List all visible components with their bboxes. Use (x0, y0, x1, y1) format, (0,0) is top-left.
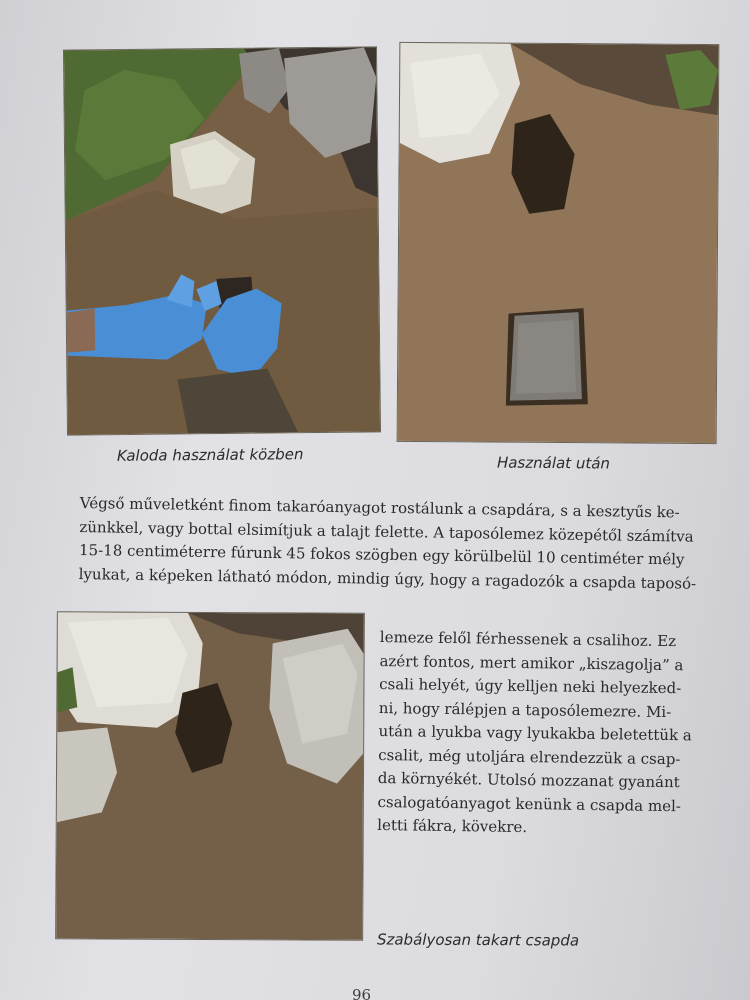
caption-photo-1: Kaloda használat közben (116, 445, 304, 465)
photo-1-image (64, 47, 380, 434)
paragraph-line: után a lyukba vagy lyukakba beletettük a (378, 721, 692, 745)
photo-covered-trap (55, 611, 365, 941)
paragraph-right (377, 626, 710, 842)
paragraph-line: azért fontos, mert amikor „kiszagolja” a (379, 651, 684, 674)
paragraph-line: Végső műveletként finom takaróanyagot rostálunk a csapdára, s a kesztyűs ke- (79, 493, 680, 522)
paragraph-line: zünkkel, vagy bottal elsimítjuk a talajt felette. A taposólemez közepétől számítva (79, 517, 694, 546)
paragraph-top (79, 492, 720, 596)
caption-photo-2: Használat után (496, 453, 611, 473)
photo-2-image (398, 43, 719, 443)
paragraph-line: letti fákra, kövekre. (377, 815, 528, 837)
paragraph-line: da környékét. Utolsó mozzanat gyanánt (377, 768, 680, 792)
paragraph-line: 15-18 centiméterre fúrunk 45 fokos szögben egy körülbelül 10 centiméter mély (78, 540, 685, 569)
paragraph-line: ni, hogy rálépjen a taposólemezre. Mi- (378, 698, 672, 721)
paragraph-line: lemeze felől férhessenek a csalihoz. Ez (379, 627, 677, 651)
photo-3-image (56, 612, 364, 940)
page-number: 96 (352, 986, 372, 1000)
paragraph-line: csali helyét, úgy kelljen neki helyezked- (379, 674, 682, 698)
paragraph-line: csalit, még utoljára elrendezzük a csap- (378, 745, 681, 768)
photo-after-use (397, 42, 720, 444)
paragraph-line: csalogatóanyagot kenünk a csapda mel- (377, 792, 682, 815)
paragraph-line: lyukat, a képeken látható módon, mindig úgy, hogy a ragadozók a csapda taposó- (78, 564, 697, 593)
caption-photo-3: Szabályosan takart csapda (376, 930, 580, 950)
photo-trap-frame-in-use (63, 46, 381, 435)
